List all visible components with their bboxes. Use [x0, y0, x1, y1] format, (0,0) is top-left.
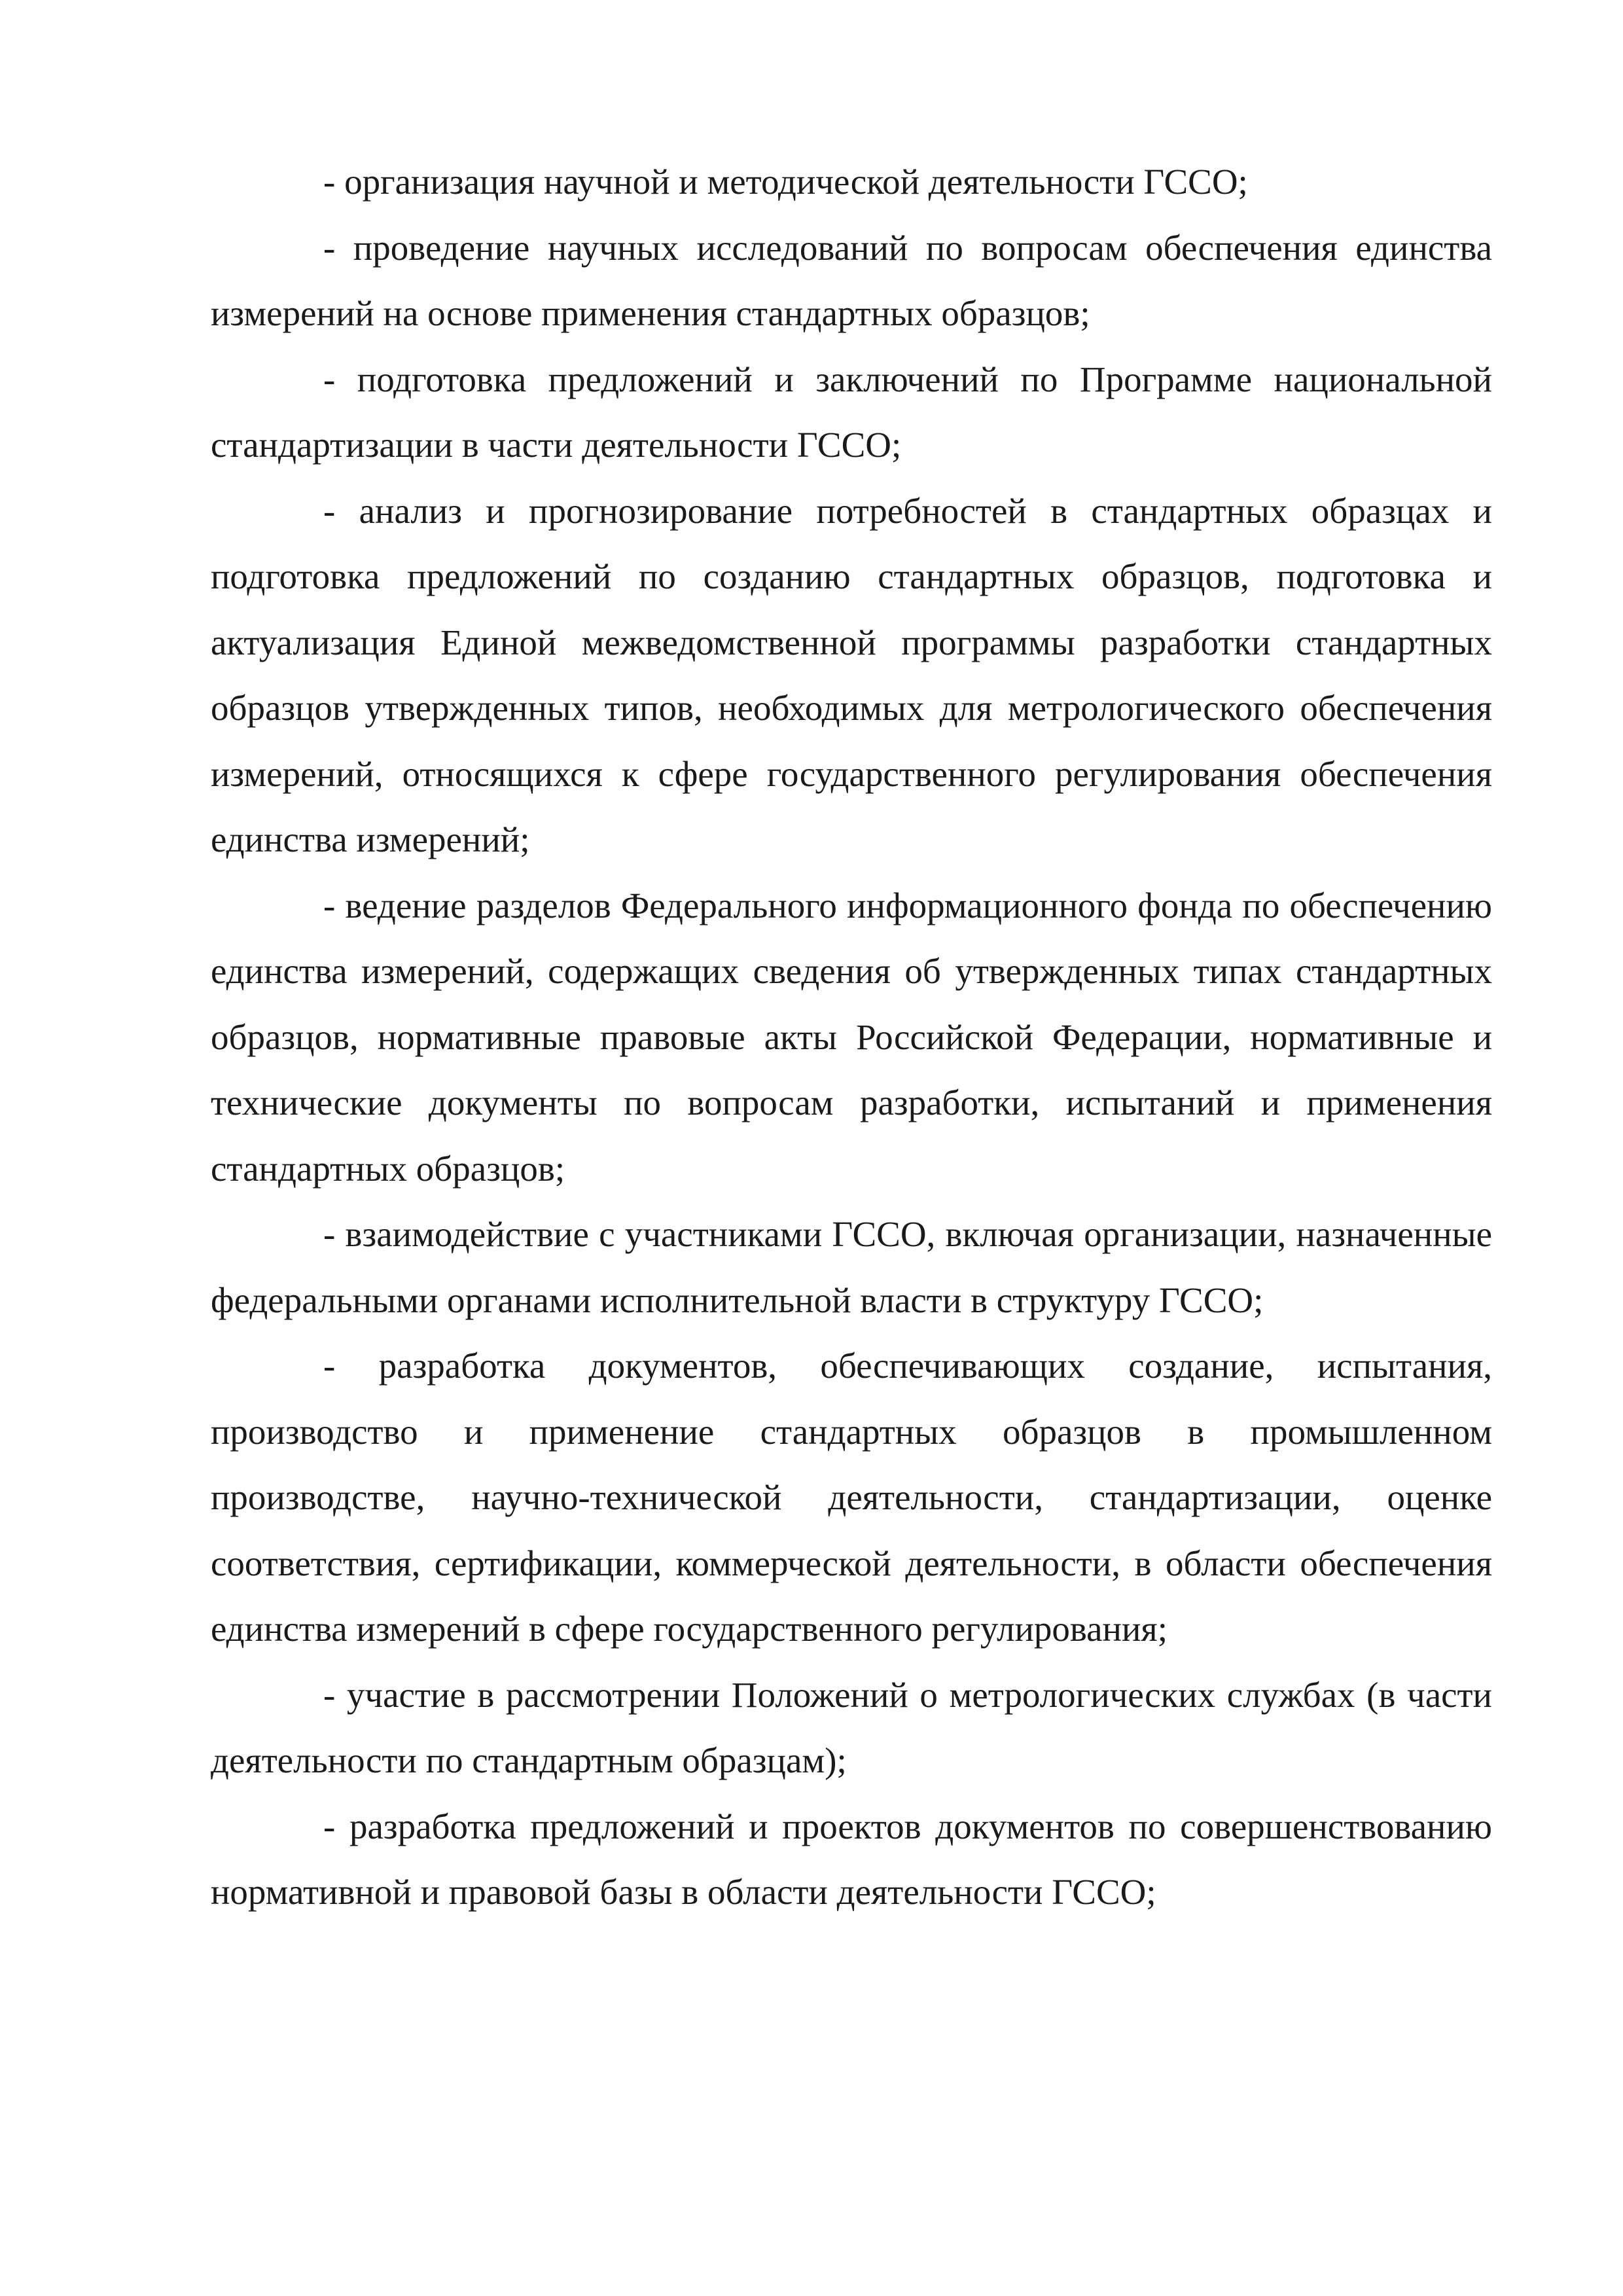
list-item: - анализ и прогнозирование потребностей в стандартных образцах и подготовка предложений по созданию стандартных образцов, подготовка и актуализация Единой межведомственной программы разработки стандартных образцов утвержденных типов, необходимых для метрологического обеспечения измерений, относящихся к сфере государственного регулирования обеспечения единства измерений;	[211, 490, 1492, 859]
list-item: - подготовка предложений и заключений по Программе национальной стандартизации в части деятельности ГССО;	[211, 359, 1492, 465]
list-item: - участие в рассмотрении Положений о метрологических службах (в части деятельности по стандартным образцам);	[211, 1674, 1492, 1780]
list-item: - проведение научных исследований по вопросам обеспечения единства измерений на основе применения стандартных образцов;	[211, 227, 1492, 333]
list-item: - разработка предложений и проектов документов по совершенствованию нормативной и правовой базы в области деятельности ГССО;	[211, 1806, 1492, 1912]
list-item: - ведение разделов Федерального информационного фонда по обеспечению единства измерений, содержащих сведения об утвержденных типах стандартных образцов, нормативные правовые акты Российской Федерации, нормативные и технические документы по вопросам разработки, испытаний и применения стандартных образцов;	[211, 885, 1492, 1189]
list-item: - разработка документов, обеспечивающих создание, испытания, производство и применение стандартных образцов в промышленном производстве, научно-технической деятельности, стандартизации, оценке соответствия, сертификации, коммерческой деятельности, в области обеспечения единства измерений в сфере государственного регулирования;	[211, 1346, 1492, 1649]
list-item: - организация научной и методической деятельности ГССО;	[323, 162, 1248, 202]
list-item: - взаимодействие с участниками ГССО, включая организации, назначенные федеральными органами исполнительной власти в структуру ГССО;	[211, 1214, 1492, 1320]
document-body	[211, 149, 1492, 1926]
